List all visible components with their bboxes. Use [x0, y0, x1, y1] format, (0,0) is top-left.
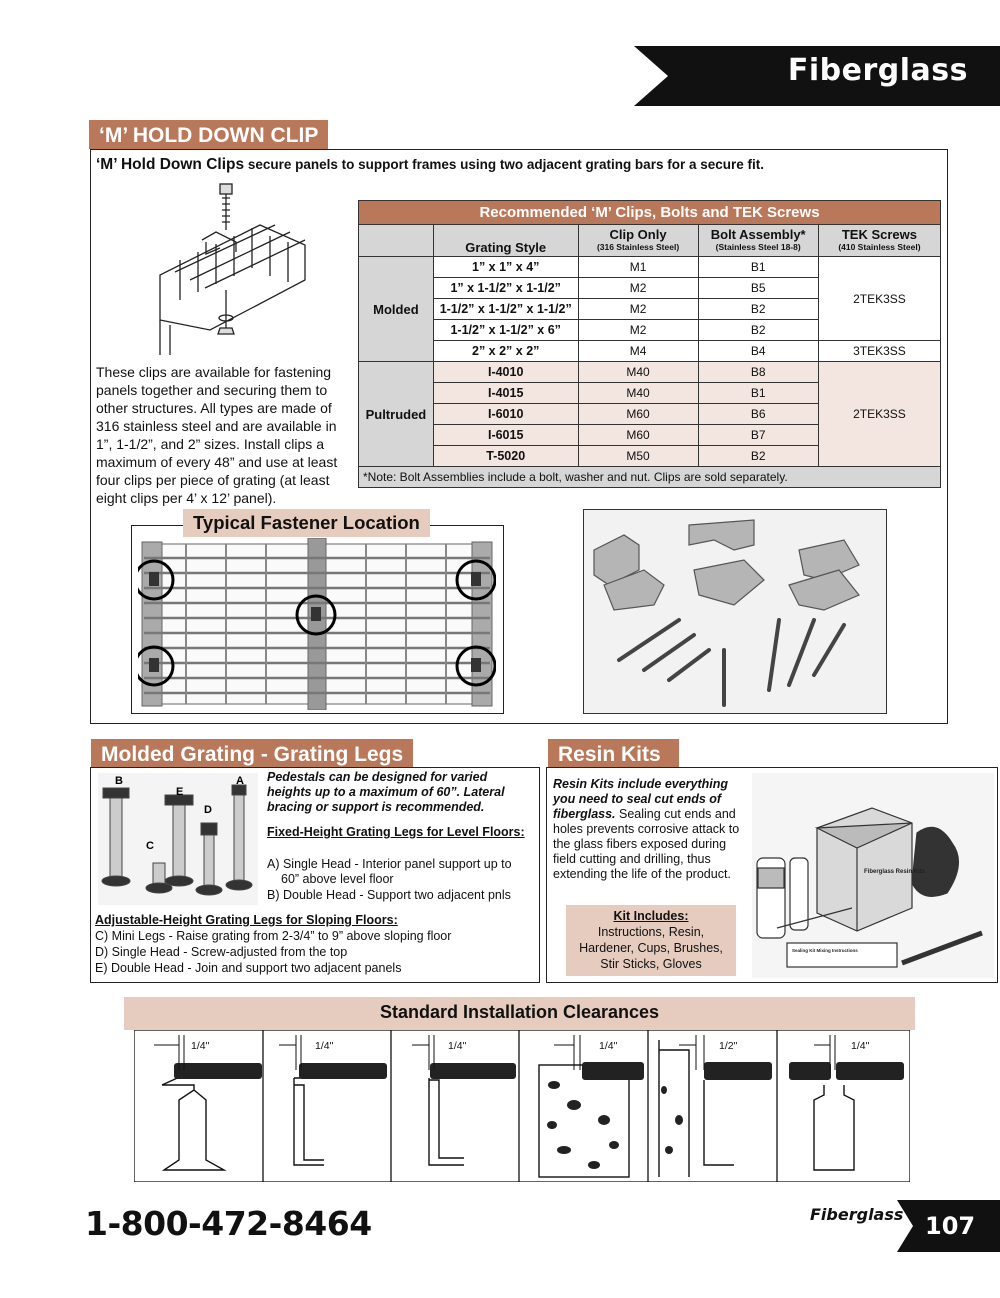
row-tek: 3TEK3SS: [818, 341, 940, 362]
header-bolt-assembly: [698, 225, 818, 257]
table-row: [359, 257, 941, 278]
row-clip: M50: [578, 446, 698, 467]
row-style: T-5020: [433, 446, 578, 467]
adjustable-heading: Adjustable-Height Grating Legs for Sloping Floors:: [95, 913, 398, 927]
row-bolt: B2: [698, 299, 818, 320]
resin-lead: Resin Kits include everything you need to seal cut ends of fiberglass.: [553, 777, 729, 821]
photo-letter-b: B: [115, 775, 123, 787]
header-tek-label: TEK Screws: [841, 226, 917, 242]
row-style: 1” x 1” x 4”: [433, 257, 578, 278]
row-bolt: B8: [698, 362, 818, 383]
resin-sheet-label: Sealing Kit Mixing Instructions: [792, 948, 858, 953]
grating-legs-photo: [98, 773, 258, 905]
row-style: 1” x 1-1/2” x 1-1/2”: [433, 278, 578, 299]
row-style: 1-1/2” x 1-1/2” x 6”: [433, 320, 578, 341]
header-clip-only: [578, 225, 698, 257]
clips-and-bolts-photo: [583, 509, 887, 714]
row-clip: M2: [578, 320, 698, 341]
grating-legs-art: [98, 773, 258, 905]
fixed-height-heading: Fixed-Height Grating Legs for Level Floors:: [267, 825, 525, 839]
photo-letter-a: A: [236, 775, 244, 787]
resin-description: [553, 777, 749, 882]
hold-down-section-tab: ‘M’ HOLD DOWN CLIP: [89, 120, 328, 149]
page-number: 107: [925, 1212, 976, 1240]
adjustable-e: E) Double Head - Join and support two adjacent panels: [95, 961, 402, 975]
row-bolt: B1: [698, 257, 818, 278]
row-clip: M60: [578, 425, 698, 446]
pedestal-note: Pedestals can be designed for varied heights up to a maximum of 60”. Lateral bracing or support is recommended.: [267, 770, 505, 814]
row-tek: 2TEK3SS: [818, 257, 940, 341]
clips-photo-art: [584, 510, 886, 713]
header-tek-sub: (410 Stainless Steel): [838, 241, 921, 252]
clip-installation-drawing: [140, 180, 315, 355]
row-style: I-6015: [433, 425, 578, 446]
resin-box-label: Fiberglass Resin Kits: [864, 869, 926, 875]
row-bolt: B2: [698, 446, 818, 467]
clearance-gap-2: 1/4": [315, 1040, 334, 1052]
kit-includes-heading: Kit Includes:: [613, 909, 689, 923]
group-molded: Molded: [359, 257, 434, 362]
row-clip: M1: [578, 257, 698, 278]
row-bolt: B2: [698, 320, 818, 341]
row-clip: M4: [578, 341, 698, 362]
fastener-location-label: Typical Fastener Location: [183, 509, 430, 537]
header-tek-screws: [818, 225, 940, 257]
resin-kit-photo: [752, 773, 994, 978]
row-clip: M2: [578, 278, 698, 299]
photo-letter-c: C: [146, 840, 154, 852]
fixed-height-a: A) Single Head - Interior panel support up to 60” above level floor: [267, 857, 512, 886]
row-bolt: B7: [698, 425, 818, 446]
row-clip: M2: [578, 299, 698, 320]
row-tek: 2TEK3SS: [818, 362, 940, 467]
hold-down-intro-name: ‘M’ Hold Down Clips: [96, 156, 245, 173]
clip-table-caption: Recommended ‘M’ Clips, Bolts and TEK Screws: [359, 201, 941, 225]
clearance-gap-1: 1/4": [191, 1040, 210, 1052]
row-style: I-4015: [433, 383, 578, 404]
header-clip-only-sub: (316 Stainless Steel): [596, 241, 680, 252]
group-pultruded: Pultruded: [359, 362, 434, 467]
clearances-diagrams: [134, 1030, 910, 1182]
table-row: [359, 341, 941, 362]
resin-body: Sealing cut ends and holes prevents corrosive attack to the glass fibers exposed during field cutting and drilling, thus extending the life of the product.: [553, 807, 740, 881]
row-clip: M40: [578, 362, 698, 383]
row-style: 2” x 2” x 2”: [433, 341, 578, 362]
header-clip-only-label: Clip Only: [609, 226, 667, 242]
row-style: 1-1/2” x 1-1/2” x 1-1/2”: [433, 299, 578, 320]
footer-brand: Fiberglass: [810, 1205, 904, 1224]
row-style: I-6010: [433, 404, 578, 425]
row-bolt: B1: [698, 383, 818, 404]
adjustable-d: D) Single Head - Screw-adjusted from the top: [95, 945, 348, 959]
legs-section-tab: Molded Grating - Grating Legs: [91, 739, 413, 768]
hold-down-intro: [96, 156, 764, 174]
row-bolt: B5: [698, 278, 818, 299]
resin-kit-art: [752, 773, 994, 978]
photo-letter-e: E: [176, 786, 184, 798]
row-bolt: B4: [698, 341, 818, 362]
photo-letter-d: D: [204, 804, 212, 816]
table-row: [359, 362, 941, 383]
clearance-gap-5: 1/2": [719, 1040, 738, 1052]
clearance-gap-6: 1/4": [851, 1040, 870, 1052]
table-corner: [359, 225, 434, 257]
clip-table-note: *Note: Bolt Assemblies include a bolt, washer and nut. Clips are sold separately.: [359, 467, 941, 488]
row-bolt: B6: [698, 404, 818, 425]
row-style: I-4010: [433, 362, 578, 383]
row-clip: M60: [578, 404, 698, 425]
clearance-gap-4: 1/4": [599, 1040, 618, 1052]
resin-section-tab: Resin Kits: [548, 739, 679, 768]
hold-down-intro-rest: secure panels to support frames using two adjacent grating bars for a secure fit.: [244, 157, 764, 172]
row-clip: M40: [578, 383, 698, 404]
fastener-grid-diagram: [138, 538, 496, 710]
hold-down-body: These clips are available for fastening panels together and securing them to other structures. All types are made of 316 stainless steel and are available in 1”, 1-1/2”, and 2” sizes. Install clips a maximum of every 48” and use at least four clips per piece of grating (at least eight clips per 4’ x 12’ panel).: [96, 364, 338, 506]
phone-number: 1-800-472-8464: [85, 1204, 372, 1243]
header-title: Fiberglass: [787, 53, 968, 88]
adjustable-c: C) Mini Legs - Raise grating from 2-3/4” to 9” above sloping floor: [95, 929, 452, 943]
header-bolt-sub: (Stainless Steel 18-8): [715, 241, 801, 252]
header-bolt-label: Bolt Assembly*: [710, 226, 806, 242]
clip-table: [358, 200, 941, 488]
clearances-heading: Standard Installation Clearances: [124, 997, 915, 1030]
fixed-height-b: B) Double Head - Support two adjacent pnls: [267, 888, 511, 902]
clearance-gap-3: 1/4": [448, 1040, 467, 1052]
kit-includes-items: Instructions, Resin, Hardener, Cups, Brushes, Stir Sticks, Gloves: [579, 925, 723, 971]
kit-includes-box: [566, 905, 736, 976]
header-grating-style: Grating Style: [433, 225, 578, 257]
